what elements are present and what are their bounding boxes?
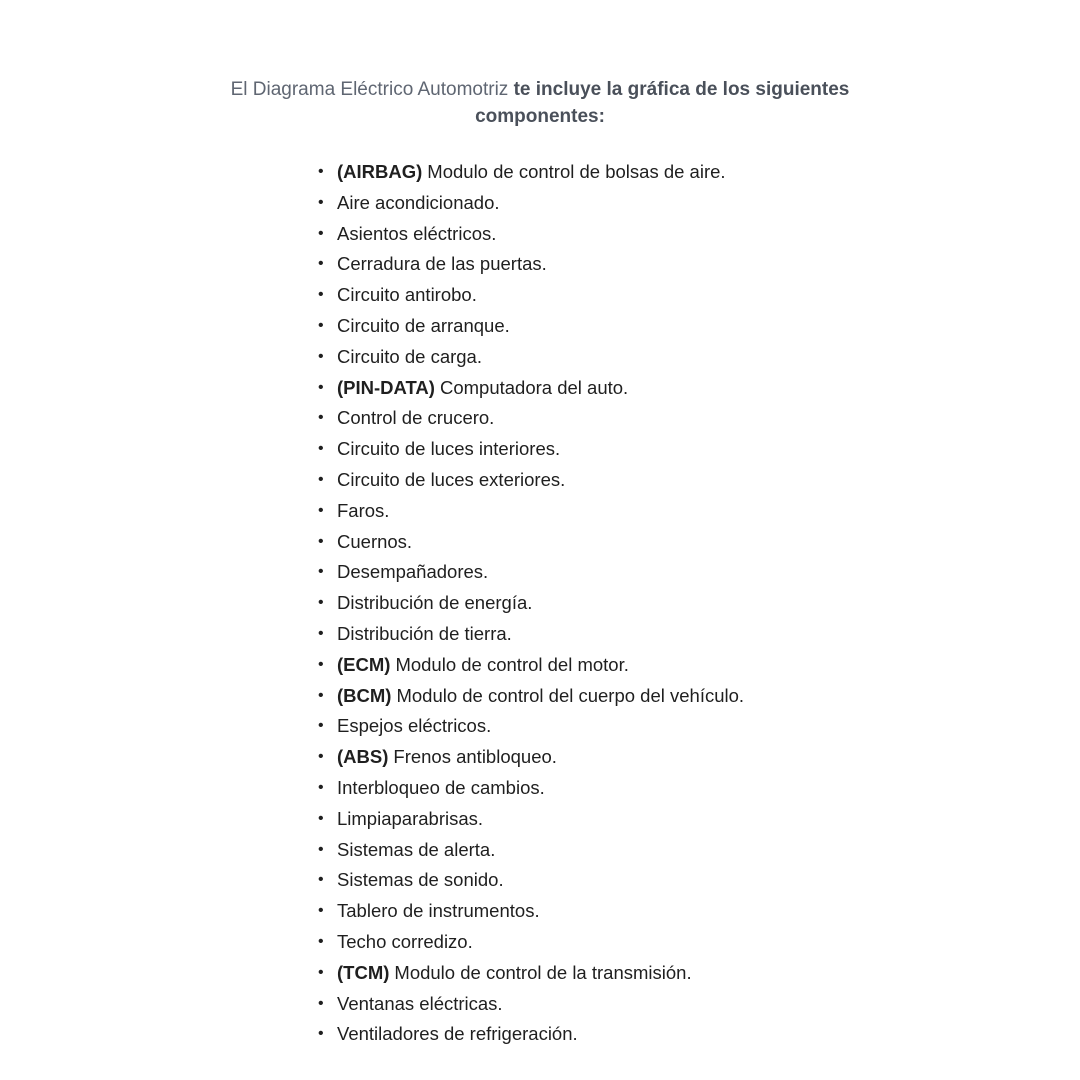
list-item [318,589,744,620]
list-item [318,558,744,589]
list-item [318,774,744,805]
list-item [318,189,744,220]
list-item [318,897,744,928]
bullet-icon: • [318,840,324,858]
list-item [318,990,744,1021]
component-text: Modulo de control de bolsas de aire. [427,161,726,182]
list-item [318,836,744,867]
list-item [318,528,744,559]
bullet-icon: • [318,378,324,396]
component-text: Ventiladores de refrigeración. [337,1023,578,1045]
list-item [318,1020,744,1051]
intro-bold-text-2: componentes: [475,105,605,127]
bullet-icon: • [318,778,324,796]
bullet-icon: • [318,316,324,334]
component-text: Sistemas de sonido. [337,869,504,891]
component-text: Modulo de control de la transmisión. [394,961,692,983]
component-text: Circuito antirobo. [337,284,477,306]
intro-prefix: El Diagrama Eléctrico Automotriz [230,79,514,100]
component-text: Tablero de instrumentos. [337,900,540,922]
component-text: Limpiaparabrisas. [337,807,484,829]
component-code: (ECM) [337,653,391,675]
component-code: (BCM) [337,684,392,706]
bullet-icon: • [318,163,324,180]
component-text: Desempañadores. [337,561,489,583]
list-item [318,281,744,312]
bullet-icon: • [318,347,324,365]
bullet-icon: • [318,594,324,612]
list-item [318,959,744,990]
bullet-icon: • [318,255,324,273]
component-text: Ventanas eléctricas. [337,992,503,1014]
component-text: Circuito de carga. [337,345,482,367]
bullet-icon: • [318,686,324,704]
bullet-icon: • [318,748,324,766]
bullet-icon: • [318,224,324,242]
list-item [318,312,744,343]
component-text: Interbloqueo de cambios. [337,776,545,798]
component-text: Cuernos. [337,530,413,552]
bullet-icon: • [318,624,324,642]
bullet-icon: • [318,809,324,827]
component-text: Asientos eléctricos. [337,222,497,244]
components-list [318,158,745,1051]
list-item [318,158,744,189]
bullet-icon: • [318,470,324,488]
bullet-icon: • [318,193,324,211]
component-code: (AIRBAG) [337,161,423,182]
component-text: Modulo de control del motor. [395,653,629,675]
bullet-icon: • [318,902,324,920]
component-code: (TCM) [337,961,390,983]
list-item [318,712,744,743]
component-text: Circuito de luces interiores. [337,438,561,460]
list-item [318,435,744,466]
component-text: Modulo de control del cuerpo del vehículo. [396,684,745,706]
component-text: Techo corredizo. [337,930,473,952]
list-item [318,343,744,374]
component-text: Faros. [337,499,390,521]
bullet-icon: • [318,286,324,304]
bullet-icon: • [318,932,324,950]
component-text: Circuito de arranque. [337,314,510,336]
component-text: Cerradura de las puertas. [337,253,547,275]
list-item [318,743,744,774]
component-code: (ABS) [337,746,389,768]
list-item [318,404,744,435]
list-item [318,220,744,251]
bullet-icon: • [318,963,324,981]
list-item [318,620,744,651]
intro-line-2 [0,104,1080,131]
bullet-icon: • [318,440,324,458]
component-text: Sistemas de alerta. [337,838,496,860]
bullet-icon: • [318,717,324,735]
bullet-icon: • [318,563,324,581]
list-item [318,466,744,497]
list-item [318,682,745,713]
list-item [318,250,744,281]
list-item [318,805,744,836]
bullet-icon: • [318,655,324,673]
component-text: Circuito de luces exteriores. [337,468,566,490]
component-code: (PIN-DATA) [337,376,435,398]
component-text: Aire acondicionado. [337,191,500,213]
component-text: Computadora del auto. [439,376,629,398]
intro-paragraph [0,77,1080,130]
component-text: Espejos eléctricos. [337,715,492,737]
bullet-icon: • [318,994,324,1012]
bullet-icon: • [318,501,324,519]
list-item [318,497,744,528]
list-item [318,866,744,897]
intro-bold-text: te incluye la gráfica de los siguientes [513,79,850,100]
bullet-icon: • [318,871,324,889]
bullet-icon: • [318,532,324,550]
component-text: Distribución de tierra. [337,622,512,644]
list-item [318,374,744,405]
bullet-icon: • [318,1025,324,1043]
bullet-icon: • [318,409,324,427]
list-item [318,651,744,682]
component-text: Control de crucero. [337,407,495,429]
component-text: Distribución de energía. [337,592,533,614]
list-item [318,928,744,959]
component-text: Frenos antibloqueo. [393,746,557,768]
